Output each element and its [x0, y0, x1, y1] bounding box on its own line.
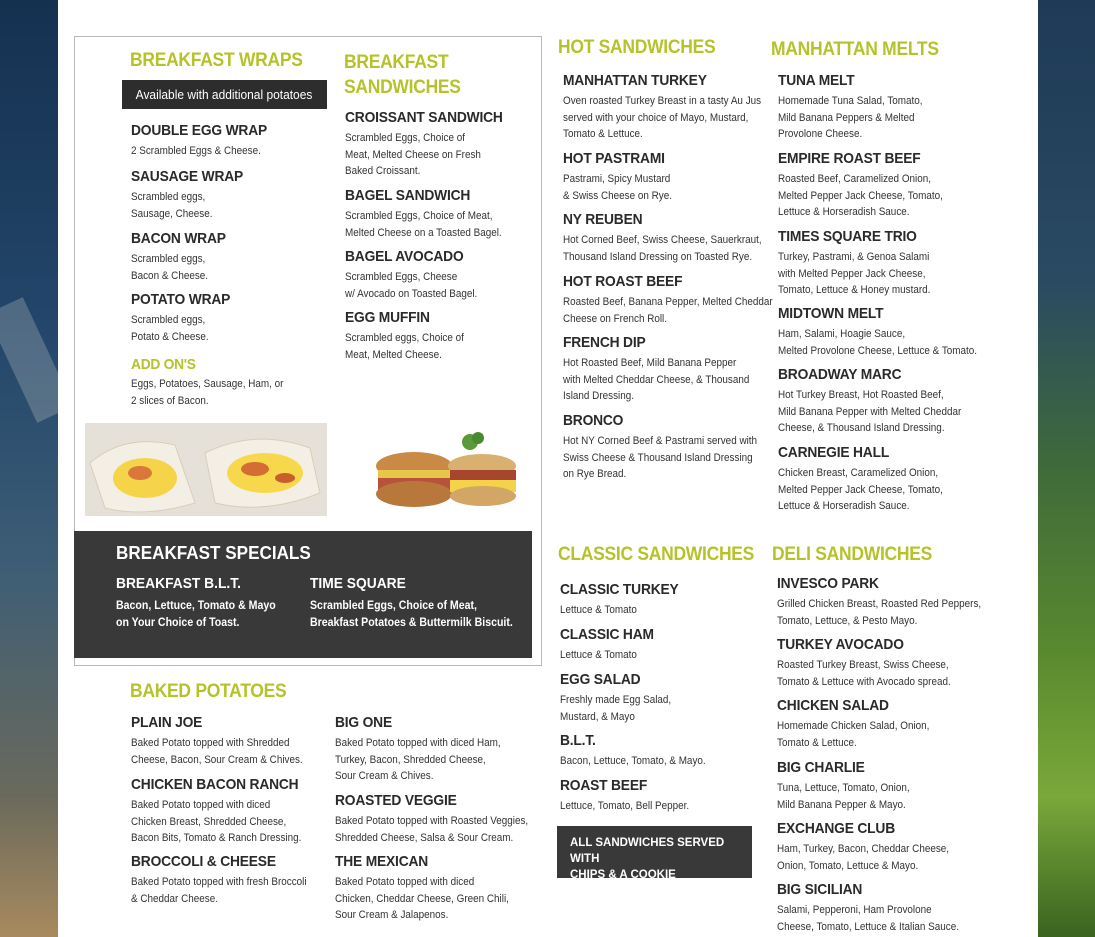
- menu-item: HOT ROAST BEEF Roasted Beef, Banana Pepper, Melted Cheddar Cheese on French Roll.: [563, 273, 773, 325]
- menu-item: DOUBLE EGG WRAP 2 Scrambled Eggs & Cheese.: [131, 122, 268, 157]
- menu-item: ROASTED VEGGIE Baked Potato topped with Roasted Veggies, Shredded Cheese, Salsa & Sour Cream.: [335, 792, 529, 844]
- manhattan-melts-title: MANHATTAN MELTS: [771, 39, 939, 60]
- menu-item: TURKEY AVOCADO Roasted Turkey Breast, Swiss Cheese, Tomato & Lettuce with Avocado spread.: [777, 636, 951, 688]
- menu-item: BIG SICILIAN Salami, Pepperoni, Ham Provolone Cheese, Tomato, Lettuce & Italian Sauce.: [777, 881, 959, 933]
- menu-item: MANHATTAN TURKEY Oven roasted Turkey Breast in a tasty Au Jus served with your choice of Mayo, Mustard, Tomato & Lettuce.: [563, 72, 762, 140]
- menu-item: CLASSIC HAM Lettuce & Tomato: [560, 626, 654, 661]
- menu-item: POTATO WRAP Scrambled eggs, Potato & Cheese.: [131, 291, 231, 343]
- menu-item: TIMES SQUARE TRIO Turkey, Pastrami, & Genoa Salami with Melted Pepper Jack Cheese, Tomato, Lettuce & Honey mustard.: [778, 228, 931, 296]
- background-left: [0, 0, 58, 937]
- menu-item: MIDTOWN MELT Ham, Salami, Hoagie Sauce, Melted Provolone Cheese, Lettuce & Tomato.: [778, 305, 978, 357]
- special-desc: Bacon, Lettuce, Tomato & Mayo on Your Choice of Toast.: [116, 600, 276, 629]
- menu-item: CARNEGIE HALL Chicken Breast, Caramelized Onion, Melted Pepper Jack Cheese, Tomato, Lettuce & Horseradish Sauce.: [778, 444, 943, 512]
- menu-item: PLAIN JOE Baked Potato topped with Shredded Cheese, Bacon, Sour Cream & Chives.: [131, 714, 303, 766]
- menu-item: EGG SALAD Freshly made Egg Salad, Mustard, & Mayo: [560, 671, 672, 723]
- menu-item: THE MEXICAN Baked Potato topped with diced Chicken, Cheddar Cheese, Green Chili, Sour Cream & Jalapenos.: [335, 853, 509, 921]
- menu-item: BRONCO Hot NY Corned Beef & Pastrami served with Swiss Cheese & Thousand Island Dressing on Rye Bread.: [563, 412, 758, 480]
- addons-title: ADD ON'S: [131, 356, 196, 373]
- wraps-photo: [85, 423, 327, 516]
- menu-item: HOT PASTRAMI Pastrami, Spicy Mustard & Swiss Cheese on Rye.: [563, 150, 672, 202]
- menu-item: ROAST BEEF Lettuce, Tomato, Bell Pepper.: [560, 777, 690, 812]
- special-desc: Scrambled Eggs, Choice of Meat, Breakfast Potatoes & Buttermilk Biscuit.: [310, 600, 513, 629]
- menu-item: CROISSANT SANDWICH Scrambled Eggs, Choice of Meat, Melted Cheese on Fresh Baked Croissant.: [345, 109, 503, 177]
- hot-sandwiches-title: HOT SANDWICHES: [558, 37, 716, 58]
- chips-cookie-note: ALL SANDWICHES SERVED WITH CHIPS & A COOKIE: [557, 826, 752, 878]
- menu-item: NY REUBEN Hot Corned Beef, Swiss Cheese, Sauerkraut, Thousand Island Dressing on Toasted Rye.: [563, 211, 762, 263]
- special-name: BREAKFAST B.L.T.: [116, 575, 241, 592]
- menu-item: EXCHANGE CLUB Ham, Turkey, Bacon, Cheddar Cheese, Onion, Tomato, Lettuce & Mayo.: [777, 820, 950, 872]
- menu-item: INVESCO PARK Grilled Chicken Breast, Roasted Red Peppers, Tomato, Lettuce, & Pesto Mayo.: [777, 575, 982, 627]
- breakfast-specials-title: BREAKFAST SPECIALS: [116, 543, 311, 563]
- menu-item: BROCCOLI & CHEESE Baked Potato topped with fresh Broccoli & Cheddar Cheese.: [131, 853, 307, 905]
- breakfast-wraps-title: BREAKFAST WRAPS: [130, 50, 303, 71]
- menu-item: BIG ONE Baked Potato topped with diced Ham, Turkey, Bacon, Shredded Cheese, Sour Cream & Chives.: [335, 714, 501, 782]
- menu-item: TUNA MELT Homemade Tuna Salad, Tomato, Mild Banana Peppers & Melted Provolone Cheese.: [778, 72, 923, 140]
- potatoes-note: Available with additional potatoes: [122, 80, 327, 109]
- menu-item: BAGEL AVOCADO Scrambled Eggs, Cheese w/ Avocado on Toasted Bagel.: [345, 248, 478, 300]
- menu-item: BROADWAY MARC Hot Turkey Breast, Hot Roasted Beef, Mild Banana Pepper with Melted Cheddar Cheese, & Thousand Island Dressing.: [778, 366, 962, 434]
- classic-sandwiches-title: CLASSIC SANDWICHES: [558, 544, 755, 565]
- menu-item: BAGEL SANDWICH Scrambled Eggs, Choice of Meat, Melted Cheese on a Toasted Bagel.: [345, 187, 502, 239]
- menu-item: BACON WRAP Scrambled eggs, Bacon & Cheese.: [131, 230, 226, 282]
- menu-item: CLASSIC TURKEY Lettuce & Tomato: [560, 581, 679, 616]
- special-name: TIME SQUARE: [310, 575, 406, 592]
- menu-item: SAUSAGE WRAP Scrambled eggs, Sausage, Cheese.: [131, 168, 244, 220]
- menu-item: EGG MUFFIN Scrambled eggs, Choice of Meat, Melted Cheese.: [345, 309, 464, 361]
- menu-item: B.L.T. Bacon, Lettuce, Tomato, & Mayo.: [560, 732, 706, 767]
- breakfast-sandwiches-title: BREAKFAST SANDWICHES: [344, 52, 461, 98]
- addons-desc: Eggs, Potatoes, Sausage, Ham, or 2 slices of Bacon.: [131, 378, 284, 407]
- breakfast-specials-panel: [74, 531, 532, 658]
- background-right: [1038, 0, 1095, 937]
- deli-sandwiches-title: DELI SANDWICHES: [772, 544, 932, 565]
- menu-item: CHICKEN SALAD Homemade Chicken Salad, Onion, Tomato & Lettuce.: [777, 697, 930, 749]
- menu-item: BIG CHARLIE Tuna, Lettuce, Tomato, Onion, Mild Banana Pepper & Mayo.: [777, 759, 910, 811]
- menu-item: CHICKEN BACON RANCH Baked Potato topped with diced Chicken Breast, Shredded Cheese, Bacon Bits, Tomato & Ranch Dressing.: [131, 776, 302, 844]
- menu-item: EMPIRE ROAST BEEF Roasted Beef, Caramelized Onion, Melted Pepper Jack Cheese, Tomato, Lettuce & Horseradish Sauce.: [778, 150, 943, 218]
- menu-item: FRENCH DIP Hot Roasted Beef, Mild Banana Pepper with Melted Cheddar Cheese, & Thousand Island Dressing.: [563, 334, 750, 402]
- baked-potatoes-title: BAKED POTATOES: [130, 681, 287, 702]
- bagel-photo: [372, 428, 522, 513]
